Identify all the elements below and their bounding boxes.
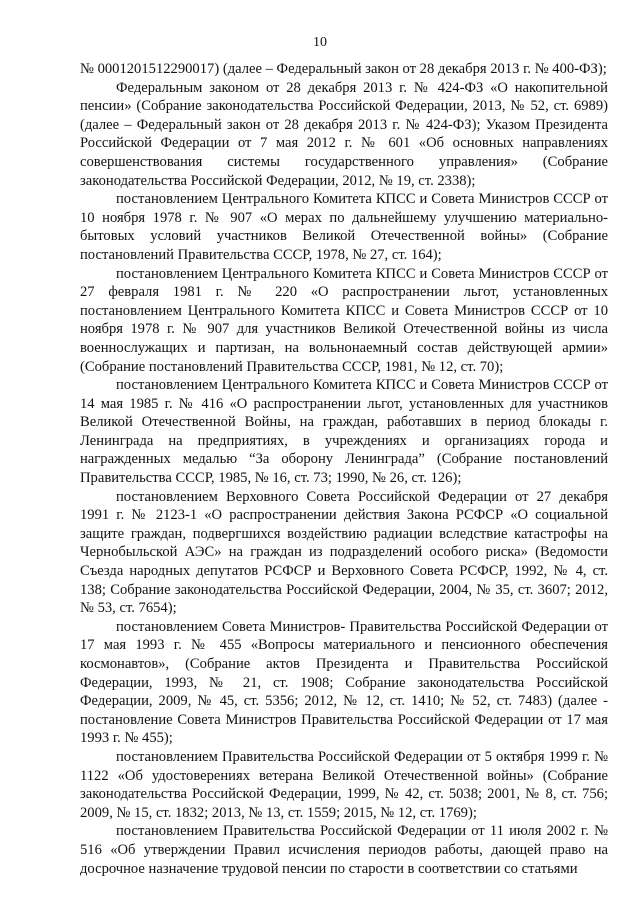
paragraph-resolution-2002: постановлением Правительства Российской Федерации от 11 июля 2002 г. № 516 «Об утверждении Правил исчисления периодов работы, дающей право на досрочное назначение трудовой пенсии по старости в соответствии со статьями [80, 823, 608, 877]
paragraph-resolution-1978: постановлением Центрального Комитета КПСС и Совета Министров СССР от 10 ноября 1978 г. № 907 «О мерах по дальнейшему улучшению материально-бытовых условий участников Великой Отечественной войны» (Собрание постановлений Правительства СССР, 1978, № 27, ст. 164); [80, 191, 608, 263]
paragraph-resolution-1993: постановлением Совета Министров- Правительства Российской Федерации от 17 мая 1993 г. № 455 «Вопросы материального и пенсионного обеспечения космонавтов», (Собрание актов Президента и Правительства Российской Федерации, 1993, № 21, ст. 1908; Собрание законодательства Российской Федерации, 2009, № 45, ст. 5356; 2012, № 12, ст. 1410; № 52, ст. 7483) (далее - постановление Совета Министров Правительства Российской Федерации от 17 мая 1993 г. № 455); [80, 618, 608, 747]
paragraph-resolution-1981: постановлением Центрального Комитета КПСС и Совета Министров СССР от 27 февраля 1981 г. № 220 «О распространении льгот, установленных постановлением Центрального Комитета КПСС и Совета Министров СССР от 10 ноября 1978 г. № 907 для участников Великой Отечественной войны из числа военнослужащих и партизан, на вольнонаемный состав действующей армии» (Собрание постановлений Правительства СССР, 1981, № 12, ст. 70); [80, 265, 608, 375]
paragraph-resolution-1991: постановлением Верховного Совета Российской Федерации от 27 декабря 1991 г. № 2123-1 «О распространении действия Закона РСФСР «О социальной защите граждан, подвергшихся воздействию радиации вследствие катастрофы на Чернобыльской АЭС» на граждан из подразделений особого риска» (Ведомости Съезда народных депутатов РСФСР и Верховного Совета РСФСР, 1992, № 4, ст. 138; Собрание законодательства Российской Федерации, 2004, № 35, ст. 3607; 2012, № 53, ст. 7654); [80, 488, 608, 617]
page-number: 10 [313, 35, 327, 50]
paragraph-federal-law-424: Федеральным законом от 28 декабря 2013 г. № 424-ФЗ «О накопительной пенсии» (Собрание законодательства Российской Федерации, 2013, № 52, ст. 6989) (далее – Федеральный закон от 28 декабря 2013 г. № 424-ФЗ); Указом Президента Российской Федерации от 7 мая 2012 г. № 601 «Об основных направлениях совершенствования системы государственного управления» (Собрание законодательства Российской Федерации, 2012, № 19, ст. 2338); [80, 79, 608, 189]
paragraph-resolution-1999: постановлением Правительства Российской Федерации от 5 октября 1999 г. № 1122 «Об удостоверениях ветерана Великой Отечественной войны» (Собрание законодательства Российской Федерации, 1999, № 42, ст. 5038; 2001, № 8, ст. 756; 2009, № 15, ст. 1832; 2013, № 13, ст. 1559; 2015, № 12, ст. 1769); [80, 748, 608, 821]
document-body [80, 60, 608, 878]
paragraph-continuation: № 0001201512290017) (далее – Федеральный закон от 28 декабря 2013 г. № 400-ФЗ); [80, 61, 607, 77]
paragraph-resolution-1985: постановлением Центрального Комитета КПСС и Совета Министров СССР от 14 мая 1985 г. № 416 «О распространении льгот, установленных для участников Великой Отечественной Войны, на граждан, работавших в период блокады г. Ленинграда на предприятиях, в учреждениях и организациях города и награжденных медалью “За оборону Ленинграда” (Собрание постановлений Правительства СССР, 1985, № 16, ст. 73; 1990, № 26, ст. 126); [80, 377, 608, 487]
